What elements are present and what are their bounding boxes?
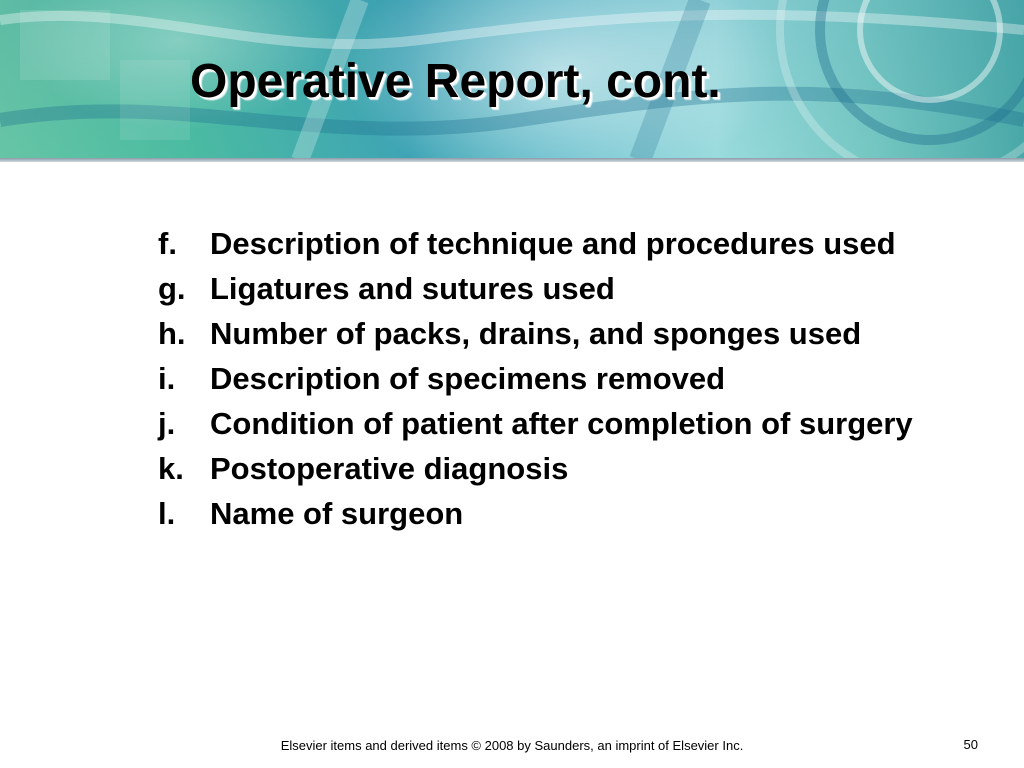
list-item-text: Description of technique and procedures used	[210, 226, 896, 261]
page-number: 50	[963, 737, 978, 752]
list-item	[158, 406, 958, 442]
list-item	[158, 451, 958, 487]
copyright-footer: Elsevier items and derived items © 2008 by Saunders, an imprint of Elsevier Inc.	[280, 738, 744, 753]
list-marker: l.	[158, 496, 176, 531]
banner-divider	[0, 158, 1024, 162]
list-item	[158, 271, 958, 307]
slide-title: Operative Report, cont.	[190, 55, 721, 108]
list-item-text: Postoperative diagnosis	[210, 451, 569, 486]
list-marker: k.	[158, 451, 184, 486]
list-marker: i.	[158, 361, 176, 396]
list-item-text: Name of surgeon	[210, 496, 464, 531]
list-item	[158, 316, 958, 352]
list-marker: h.	[158, 316, 186, 351]
list-item-text: Ligatures and sutures used	[210, 271, 615, 306]
content-list	[158, 226, 958, 541]
list-item-text: Number of packs, drains, and sponges used	[210, 316, 862, 351]
list-item-text: Condition of patient after completion of surgery	[210, 406, 913, 441]
list-item	[158, 496, 958, 532]
list-marker: j.	[158, 406, 176, 441]
list-marker: g.	[158, 271, 186, 306]
list-item	[158, 226, 958, 262]
header-banner	[0, 0, 1024, 160]
list-item	[158, 361, 958, 397]
list-marker: f.	[158, 226, 177, 261]
list-item-text: Description of specimens removed	[210, 361, 726, 396]
